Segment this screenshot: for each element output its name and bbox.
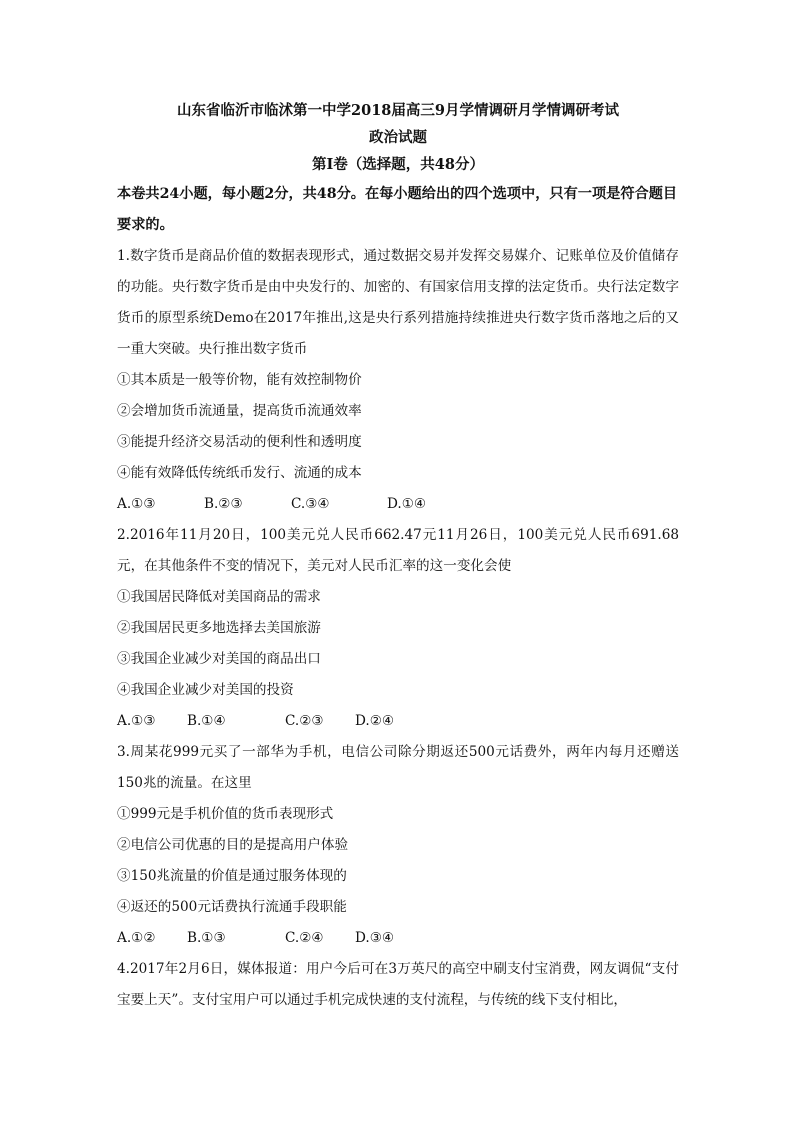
option-4: ④返还的500元话费执行流通手段职能	[117, 899, 347, 915]
choice-b: B.②③	[204, 496, 243, 512]
section-title: 第Ⅰ卷（选择题，共48分）	[312, 156, 484, 173]
option-2: ②电信公司优惠的目的是提高用户体验	[117, 837, 349, 853]
question-1	[117, 241, 679, 520]
choice-c: C.③④	[291, 496, 330, 512]
question-stem: 3.周某花999元买了一部华为手机，电信公司除分期返还500元话费外，两年内每月还赠送150兆的流量。在这里	[117, 744, 679, 791]
choice-d: D.①④	[387, 496, 427, 512]
option-1: ①999元是手机价值的货币表现形式	[117, 806, 334, 822]
choice-a: A.①②	[117, 930, 156, 946]
option-3: ③能提升经济交易活动的便利性和透明度	[117, 434, 362, 450]
option-2: ②我国居民更多地选择去美国旅游	[117, 620, 321, 636]
instruction-text: 本卷共24小题，每小题2分，共48分。在每小题给出的四个选项中，只有一项是符合题目要求的。	[117, 186, 678, 233]
option-3: ③150兆流量的价值是通过服务体现的	[117, 868, 347, 884]
exam-title: 山东省临沂市临沭第一中学2018届高三9月学情调研月学情调研考试	[177, 102, 619, 119]
question-2	[117, 520, 679, 737]
option-4: ④能有效降低传统纸币发行、流通的成本	[117, 465, 362, 481]
option-3: ③我国企业减少对美国的商品出口	[117, 651, 321, 667]
question-stem: 4.2017年2月6日，媒体报道：用户今后可在3万英尺的高空中刷支付宝消费，网友调侃“支付宝要上天”。支付宝用户可以通过手机完成快速的支付流程，与传统的线下支付相比，	[117, 961, 679, 1008]
choice-d: D.③④	[355, 930, 395, 946]
choice-a: A.①③	[117, 496, 156, 512]
question-stem: 1.数字货币是商品价值的数据表现形式，通过数据交易并发挥交易媒介、记账单位及价值储存的功能。央行数字货币是由中央发行的、加密的、有国家信用支撑的法定货币。央行法定数字货币的原型系统Demo在2017年推出,这是央行系列措施持续推进央行数字货币落地之后的又一重大突破。央行推出数字货币	[117, 248, 679, 357]
option-4: ④我国企业减少对美国的投资	[117, 682, 294, 698]
option-1: ①其本质是一般等价物，能有效控制物价	[117, 372, 362, 388]
choice-b: B.①④	[187, 713, 226, 729]
subject-title: 政治试题	[369, 129, 427, 146]
choice-b: B.①③	[187, 930, 226, 946]
option-1: ①我国居民降低对美国商品的需求	[117, 589, 321, 605]
option-2: ②会增加货币流通量，提高货币流通效率	[117, 403, 362, 419]
choice-c: C.②④	[285, 930, 324, 946]
choice-a: A.①③	[117, 713, 156, 729]
answer-choices	[117, 706, 679, 737]
question-stem: 2.2016年11月20日，100美元兑人民币662.47元11月26日，100美元兑人民币691.68元，在其他条件不变的情况下，美元对人民币汇率的这一变化会使	[117, 527, 679, 574]
exam-page	[117, 100, 679, 1016]
answer-choices	[117, 923, 679, 954]
choice-d: D.②④	[355, 713, 395, 729]
question-4	[117, 954, 679, 1016]
answer-choices	[117, 489, 679, 520]
question-3	[117, 737, 679, 954]
choice-c: C.②③	[285, 713, 324, 729]
